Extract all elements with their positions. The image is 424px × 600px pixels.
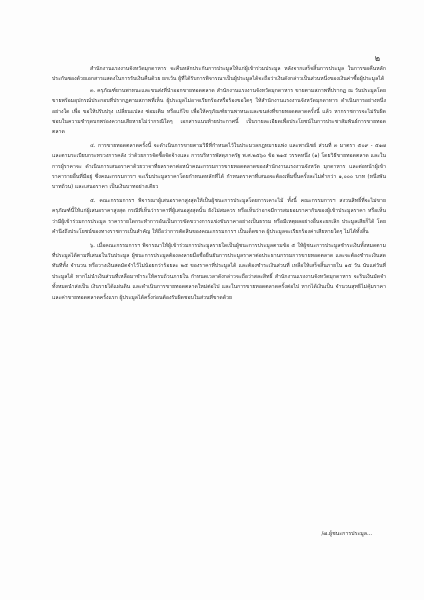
document-body xyxy=(52,64,386,303)
paragraph-deposit-refund: สำนักงานแรงงานจังหวัดมุกดาหาร จะคืนหลักประกันการประมูลให้แก่ผู้เข้าร่วมประมูล หลังจากเสร็จสิ้นการประมูล ในการขอคืนหลักประกันซองด้วยเอกสารแสดงในการรับเงินคืนด้วย ยกเว้น ผู้ที่ได้รับการพิจารณาเป็นผู้ประมูลได้จะถือว่าเงินดังกล่าวเป็นส่วนหนึ่งของเงินค่าซื้อผู้ประมูลได้ xyxy=(52,66,386,83)
paragraph-3-condition: ๓. ครุภัณฑ์ยานพาหนะและขนส่งที่นำออกขายทอดตลาด สำนักงานแรงงานจังหวัดมุกดาหาร ขายตามสภาพที่ปรากฏ ณ วันประมูลโดยขายพร้อมอุปกรณ์ประกอบที่ปรากฏตามสภาพที่เห็น ผู้ประมูลไม่อาจเรียกร้องหรือร้องขอใดๆ ให้สำนักงานแรงงานจังหวัดมุกดาหาร ดำเนินการอย่างหนึ่งอย่างใด เพื่อ ขอให้ปรับปรุง เปลี่ยนแปลง ซ่อมเติม หรือแก้ไข เพื่อให้ครุภัณฑ์ยานพาหนะและขนส่งที่ขายทอดตลาดครั้งนี้ แล้ว หากราชการจะไม่รับผิดชอบในความชำรุดบกพร่องความเสียหายไม่ว่ากรณีใดๆ เอกสารแนบท้ายประกาศนี้ เป็นรายละเอียดเพื่อประโยชน์ในการประชาสัมพันธ์การขายทอดตลาด xyxy=(52,87,386,136)
paragraph-4-auction-method: ๔. การขายทอดตลาดครั้งนี้ จะดำเนินการขายตามวิธีที่กำหนดไว้ในประมวลกฎหมายแพ่ง และพาณิชย์ ส่วนที่ ๓ มาตรา ๕๐๙ - ๕๑๗ และตามระเบียบกระทรวงการคลัง ว่าด้วยการจัดซื้อจัดจ้างและ การบริหารพัสดุภาครัฐ พ.ศ.๒๕๖๐ ข้อ ๒๑๕ วรรคหนึ่ง (๑) โดยวิธีขายทอดตลาด และในการผู้ราคาจะ ดำเนินการเสนอราคาด้วยวาจาที่ผลราคาต่อหน้าคณะกรรมการขายทอดตลาดของสำนักงานแรงงานจังหวัด มุกดาหาร และต่อหน้าผู้เข้าราคารายอื่นที่มีอยู่ ซึ่งคณะกรรมการฯ จะเริ่มประมูลราคาโดยกำหนดหลักที่ได้ กำหนดราคาที่เสนอจะต้องเพิ่มขึ้นครั้งละไม่ต่ำกว่า ๑,๐๐๐ บาท (หนึ่งพันบาทถ้วน) และเสนอราคา เป็นเงินบาทอย่างเดียว xyxy=(52,142,386,191)
paragraph-6-payment: ๖. เมื่อคณะกรรมการฯ พิจารณาให้ผู้เข้าร่วมการประมูลรายใดเป็นผู้ชนะการประมูลตามข้อ ๕ ให้ผู้ชนะการประมูลชำระเงินทั้งหมดตามที่ประมูลได้ตามที่เสนอในวันประมูล ผู้ชนะการประมูลต้องลงลายมือชื่อยืนยันการประมูลราคาต่อประธานกรรมการขายทอดตลาด และจะต้องชำระเงินสดทันทีทั้ง จำนวน หรือวางเงินสดมัดจำไว้ไม่น้อยกว่าร้อยละ ๒๕ ของราคาที่ประมูลได้ และต้องชำระเงินส่วนที่ เหลือให้เสร็จสิ้นภายใน ๑๕ วัน นับแต่วันที่ประมูลได้ หากไม่นำเงินส่วนที่เหลือมาชำระให้ครบถ้วนภายใน กำหนดเวลาดังกล่าวจะถือว่าสละสิทธิ์ สำนักงานแรงงานจังหวัดมุกดาหาร จะริบเงินมัดจำทั้งหมดนำส่งเป็น เงินรายได้แผ่นดิน และดำเนินการขายทอดตลาดใหม่ต่อไป และในการขายทอดตลาดครั้งต่อไป หากได้เงินเป็น จำนวนสุทธิไม่คุ้มราคาและค่าขายทอดตลาดครั้งแรก ผู้ประมูลได้ครั้งก่อนต้องรับผิดชอบในส่วนที่ขาดด้วย xyxy=(52,242,386,301)
paragraph-5-committee-rights: ๕. คณะกรรมการฯ พิจารณาผู้เสนอราคาสูงสุดให้เป็นผู้ชนะการประมูลโดยการเคาะไม้ ทั้งนี้ คณะกรรมการฯ สงวนสิทธิ์ที่จะไม่ขายครุภัณฑ์นี้ให้แก่ผู้เสนอราคาสูงสุด กรณีที่เห็นว่าราคาที่ผู้เสนอสูงสุดนั้น ยังไม่สมควร หรือเห็นว่าอาจมีการสมยอมราคากันของผู้เข้าประมูลราคา หรือเห็นว่ามีผู้เข้าร่วมการประมูล ราคารายใดกระทำการอันเป็นการขัดขวางการแข่งขันราคาอย่างเป็นธรรม หรือมีเหตุผลอย่างอื่นจะยกเลิก ประมูลเสียก็ได้ โดยคำนึงถึงประโยชน์ของทางราชการเป็นสำคัญ ให้ถือว่าการตัดสินของคณะกรรมการฯ เป็นเด็ดขาด ผู้ประมูลจะเรียกร้องค่าเสียหายใดๆ ไม่ได้ทั้งสิ้น xyxy=(52,197,386,236)
continuation-note: /๗.ผู้ชนะการประมูล... xyxy=(321,531,372,537)
page-number: ๒ xyxy=(374,54,380,63)
